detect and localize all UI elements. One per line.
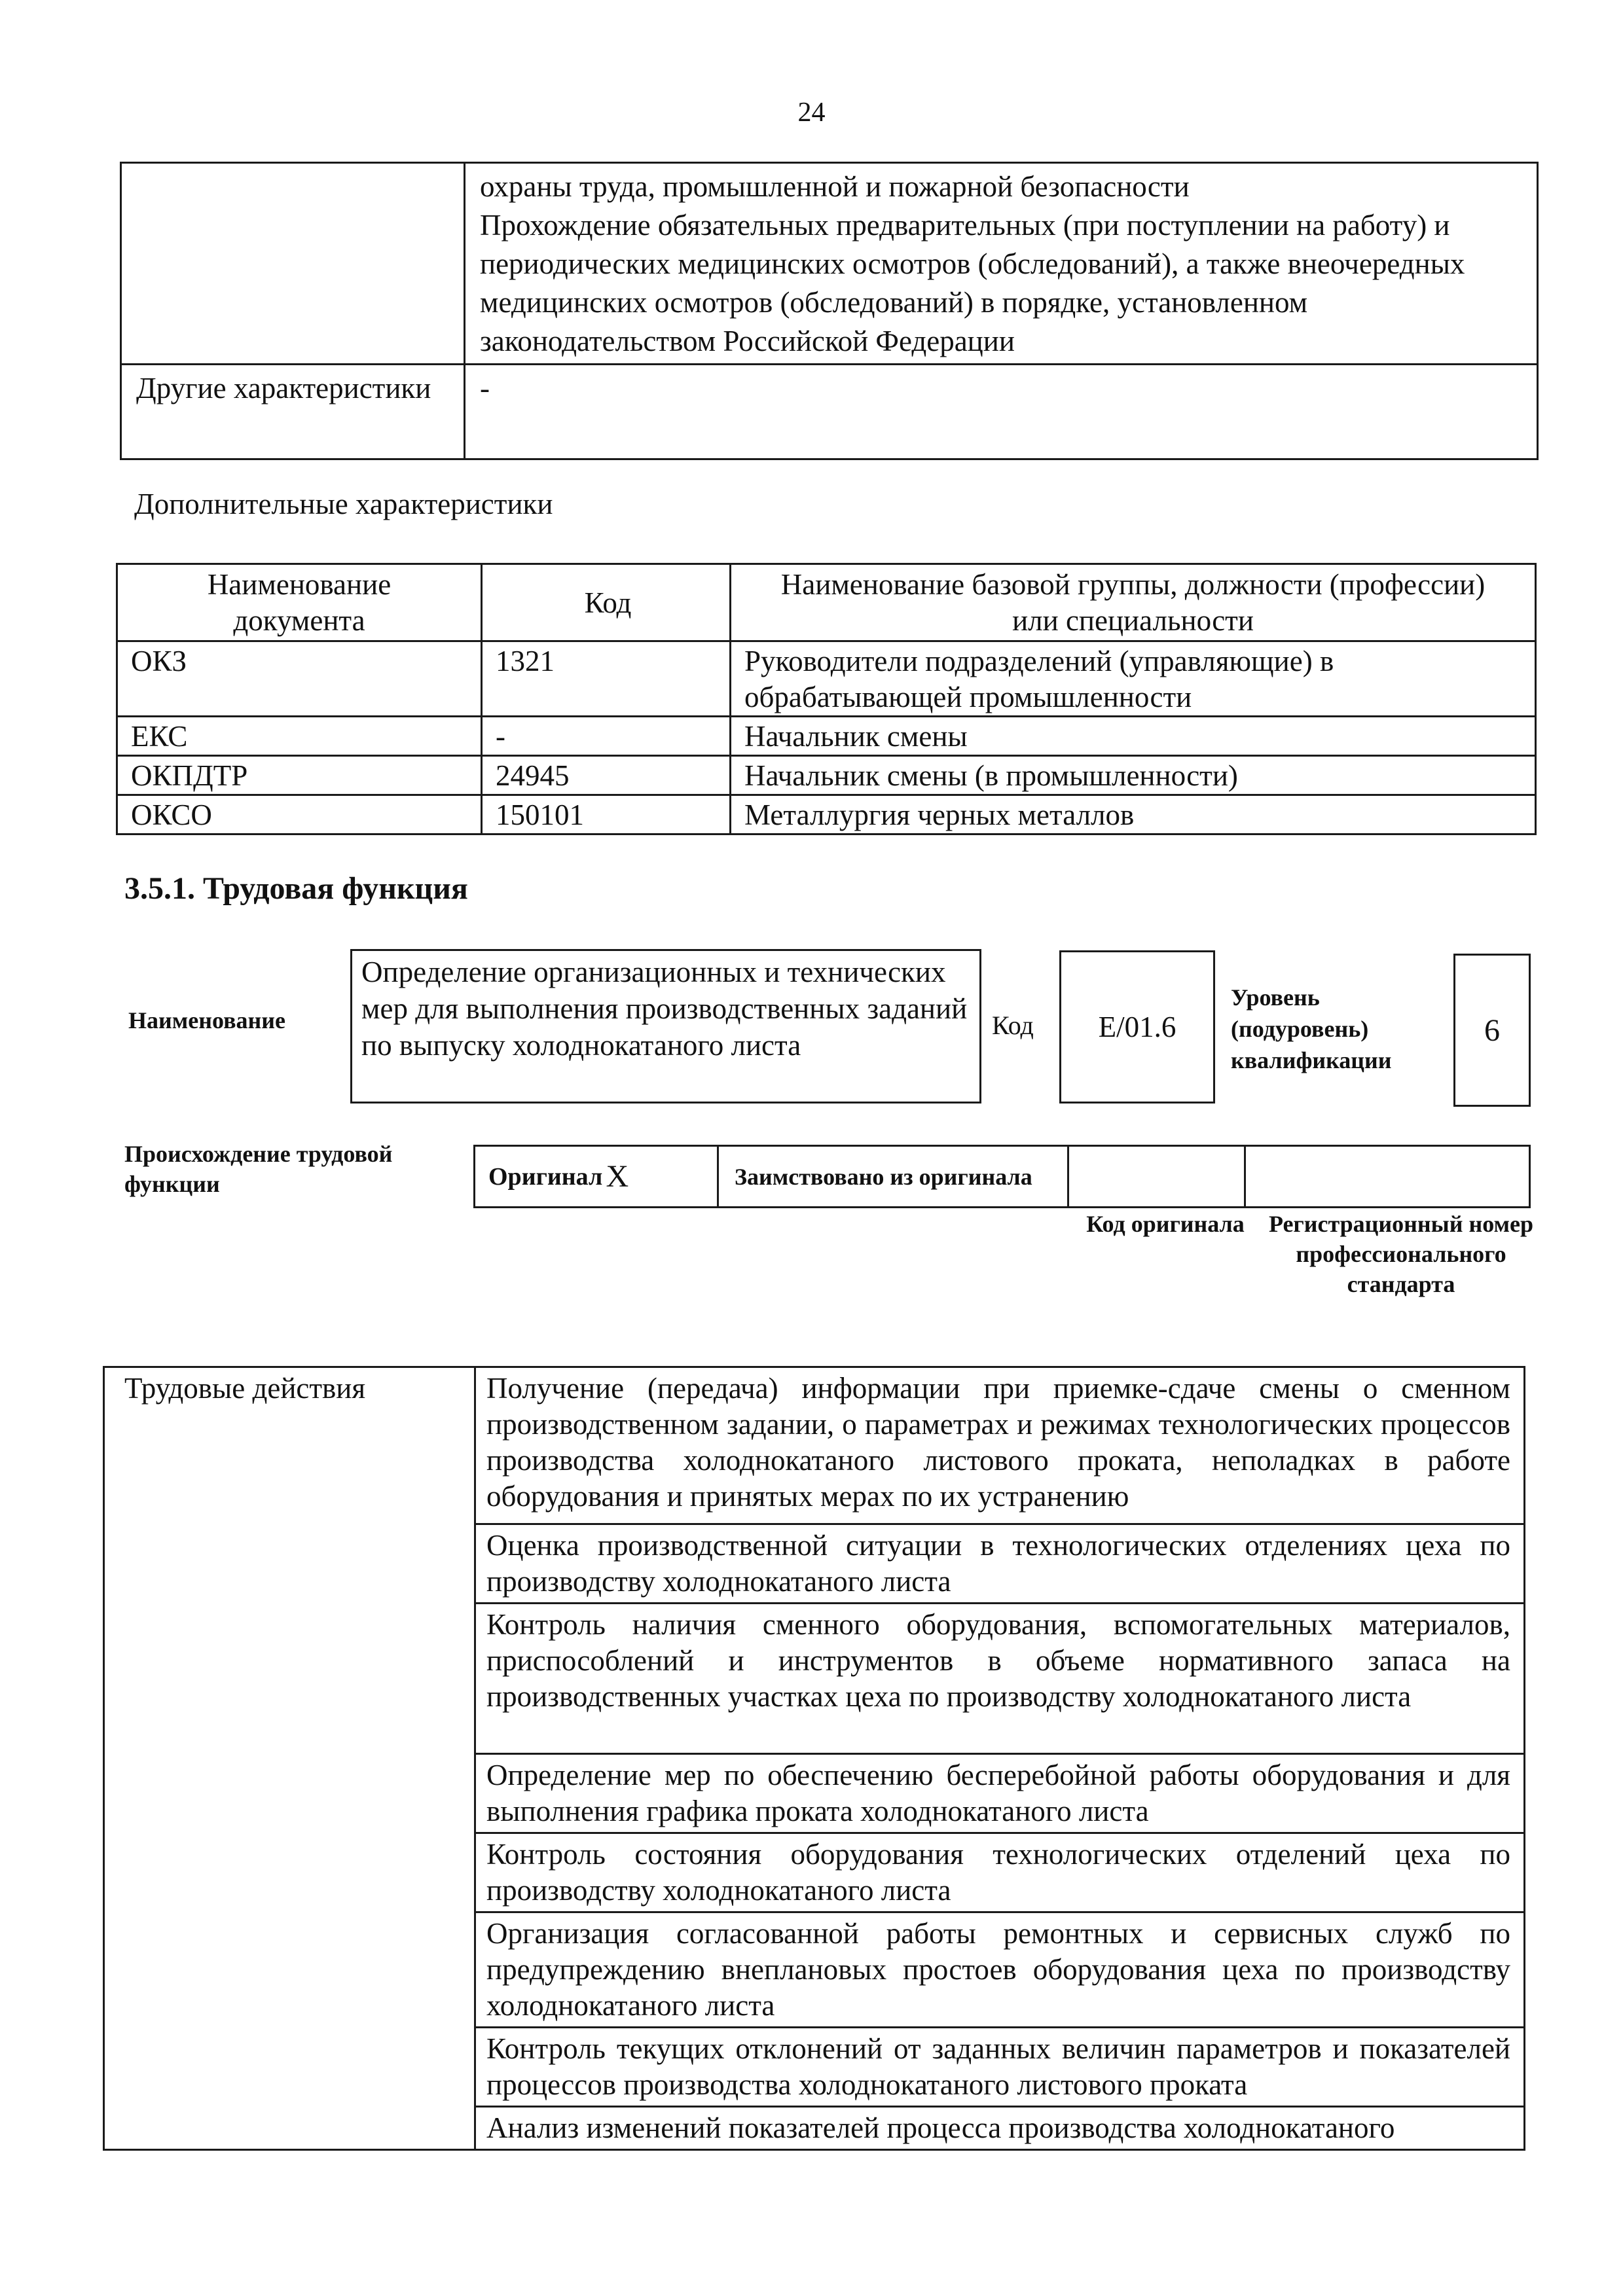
code-label: Код bbox=[992, 1011, 1034, 1040]
name-cell: Начальник смены bbox=[731, 717, 1536, 756]
labor-function-title: 3.5.1. Трудовая функция bbox=[124, 871, 468, 906]
original-code-caption: Код оригинала bbox=[1086, 1211, 1245, 1237]
original-code-cell bbox=[1068, 1146, 1245, 1208]
doc-cell: ОКПДТР bbox=[117, 756, 482, 795]
list-item: Организация согласованной работы ремонтных и сервисных служб по предупреждению внеплановых простоев оборудования цеха по производству холоднокатаного листа bbox=[475, 1912, 1525, 2028]
code-cell: - bbox=[482, 717, 731, 756]
other-characteristics-label: Другие характеристики bbox=[121, 365, 465, 459]
requirement-line: Прохождение обязательных предварительных (при поступлении на работу) и периодических медицинских осмотров (обследований), а также внеочередных медицинских осмотров (обследований) в порядке, установленном законодательством Российской Федерации bbox=[480, 209, 1465, 357]
registration-number-cell bbox=[1245, 1146, 1530, 1208]
function-name-box: Определение организационных и технических мер для выполнения производственных заданий по выпуску холоднокатаного листа bbox=[350, 949, 981, 1103]
list-item: Анализ изменений показателей процесса производства холоднокатаного bbox=[475, 2107, 1525, 2150]
requirement-line: охраны труда, промышленной и пожарной безопасности bbox=[480, 170, 1190, 203]
list-item: Контроль наличия сменного оборудования, вспомогательных материалов, приспособлений и инструментов в объеме нормативного запаса на производственных участках цеха по производству холоднокатаного листа bbox=[475, 1604, 1525, 1754]
name-label: Наименование bbox=[128, 1007, 285, 1033]
table-row bbox=[117, 717, 1536, 756]
additional-characteristics-heading: Дополнительные характеристики bbox=[134, 488, 553, 520]
header-document: Наименование документа bbox=[117, 564, 482, 641]
header-code: Код bbox=[482, 564, 731, 641]
table-row bbox=[117, 641, 1536, 717]
code-cell: 24945 bbox=[482, 756, 731, 795]
registration-number-caption: Регистрационный номер профессионального стандарта bbox=[1268, 1211, 1534, 1297]
code-cell: 1321 bbox=[482, 641, 731, 717]
additional-characteristics-table bbox=[116, 563, 1537, 835]
doc-cell: ЕКС bbox=[117, 717, 482, 756]
labor-actions-label: Трудовые действия bbox=[104, 1367, 475, 2150]
origin-table bbox=[473, 1145, 1531, 1208]
origin-original-label: Оригинал bbox=[475, 1146, 602, 1208]
list-item: Оценка производственной ситуации в технологических отделениях цеха по производству холоднокатаного листа bbox=[475, 1524, 1525, 1604]
origin-label: Происхождение трудовой функции bbox=[124, 1141, 393, 1197]
requirements-cell bbox=[465, 163, 1538, 365]
header-name: Наименование базовой группы, должности (профессии) или специальности bbox=[731, 564, 1536, 641]
qualification-level-value: 6 bbox=[1484, 1013, 1500, 1048]
list-item: Получение (передача) информации при приемке-сдаче смены о сменном производственном задании, о параметрах и режимах технологических процессов производства холоднокатаного листового проката, неполадках в работе оборудования и принятых мерах по их устранению bbox=[475, 1367, 1525, 1524]
origin-mark: X bbox=[602, 1146, 718, 1208]
list-item: Контроль текущих отклонений от заданных величин параметров и показателей процессов производства холоднокатаного листового проката bbox=[475, 2028, 1525, 2107]
name-cell: Руководители подразделений (управляющие) в обрабатывающей промышленности bbox=[731, 641, 1536, 717]
list-item: Контроль состояния оборудования технологических отделений цеха по производству холоднокатаного листа bbox=[475, 1833, 1525, 1912]
name-cell: Металлургия черных металлов bbox=[731, 795, 1536, 834]
qualification-level-label: Уровень (подуровень) квалификации bbox=[1231, 984, 1392, 1073]
doc-cell: ОКЗ bbox=[117, 641, 482, 717]
other-characteristics-value: - bbox=[465, 365, 1538, 459]
table-row bbox=[117, 756, 1536, 795]
qualification-level-box bbox=[1453, 954, 1531, 1107]
code-cell: 150101 bbox=[482, 795, 731, 834]
code-value-box bbox=[1059, 950, 1215, 1103]
origin-borrowed-label: Заимствовано из оригинала bbox=[718, 1146, 1068, 1208]
table-row bbox=[117, 795, 1536, 834]
code-value: E/01.6 bbox=[1098, 1011, 1176, 1043]
list-item: Определение мер по обеспечению бесперебойной работы оборудования и для выполнения графика проката холоднокатаного листа bbox=[475, 1754, 1525, 1833]
doc-cell: ОКСО bbox=[117, 795, 482, 834]
top-table bbox=[120, 162, 1539, 460]
labor-actions-table bbox=[103, 1366, 1525, 2151]
page-number: 24 bbox=[797, 98, 826, 128]
name-cell: Начальник смены (в промышленности) bbox=[731, 756, 1536, 795]
empty-cell bbox=[121, 163, 465, 365]
